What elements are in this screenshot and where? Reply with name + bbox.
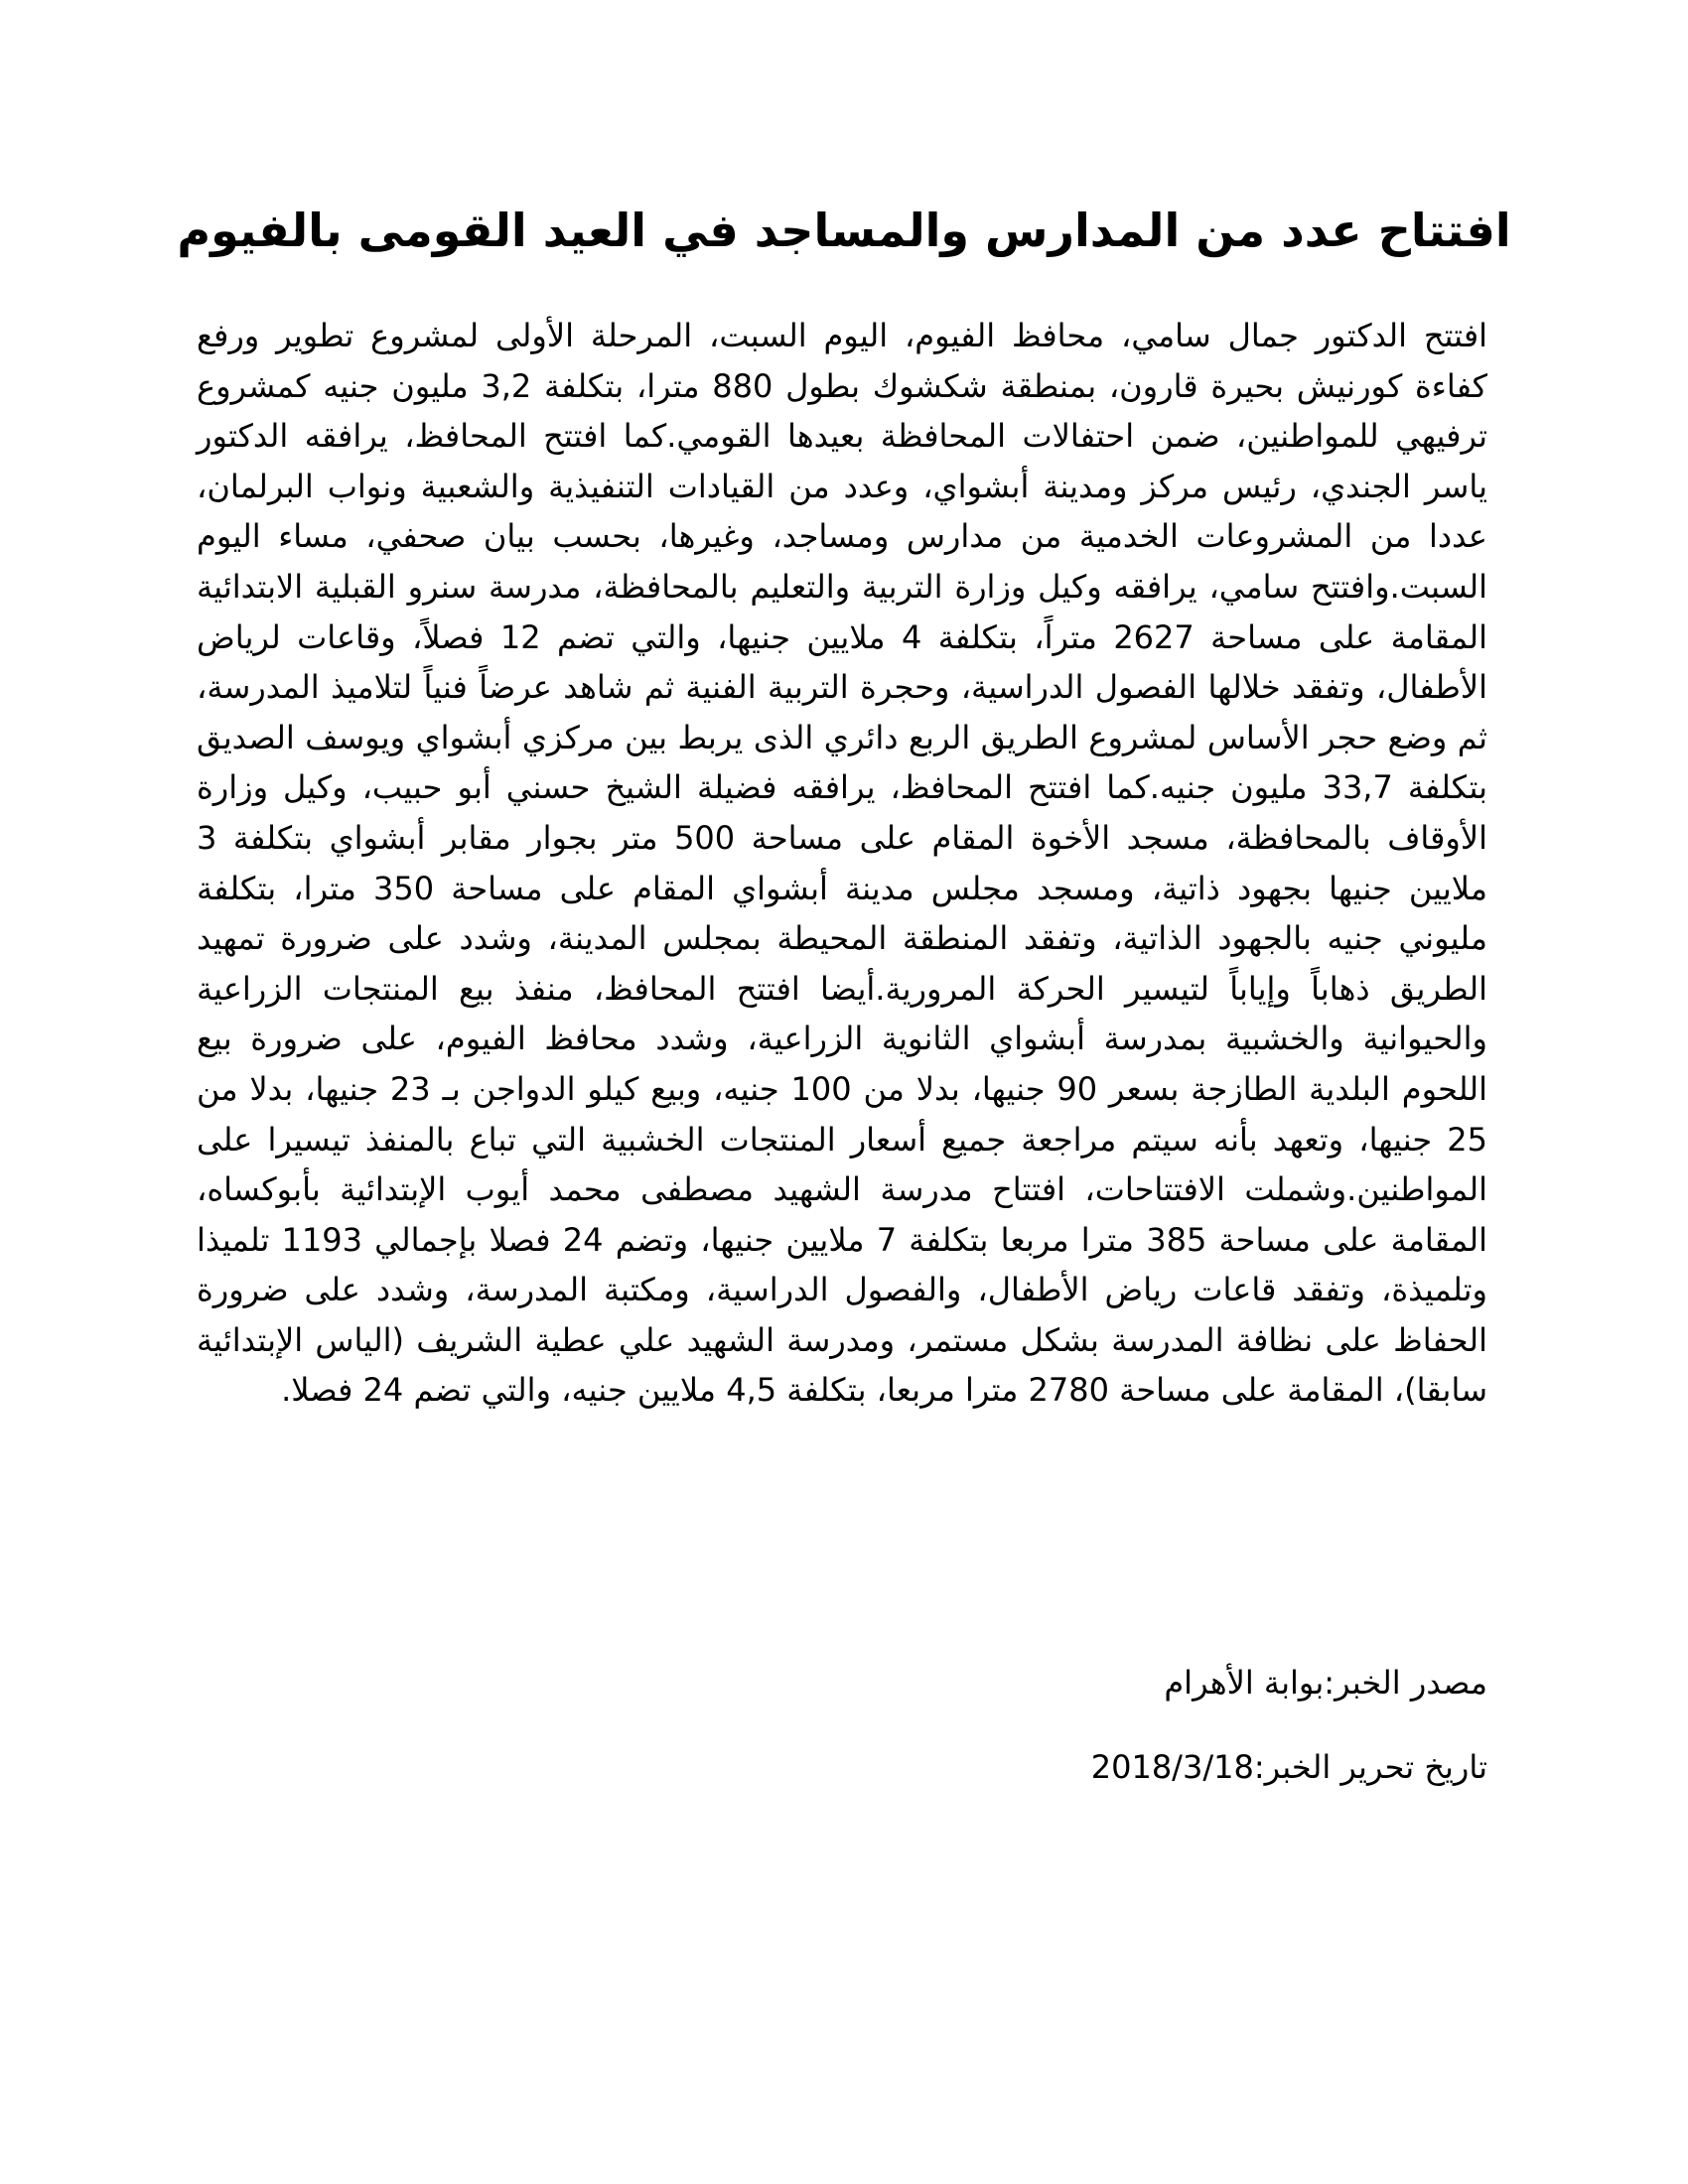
news-source-line: مصدر الخبر:بوابة الأهرام: [1164, 1664, 1487, 1702]
article-title: افتتاح عدد من المدارس والمساجد في العيد القومى بالفيوم: [177, 204, 1511, 257]
article-body: افتتح الدكتور جمال سامي، محافظ الفيوم، اليوم السبت، المرحلة الأولى لمشروع تطوير ورفع كفاءة كورنيش بحيرة قارون، بمنطقة شكشوك بطول 880 مترا، بتكلفة 3,2 مليون جنيه كمشروع ترفيهي للمواطنين، ضمن احتفالات المحافظة بعيدها القومي.كما افتتح المحافظ، يرافقه الدكتور ياسر الجندي، رئيس مركز ومدينة أبشواي، وعدد من القيادات التنفيذية والشعبية ونواب البرلمان، عددا من المشروعات الخدمية من مدارس ومساجد، وغيرها، بحسب بيان صحفي، مساء اليوم السبت.وافتتح سامي، يرافقه وكيل وزارة التربية والتعليم بالمحافظة، مدرسة سنرو القبلية الابتدائية المقامة على مساحة 2627 متراً، بتكلفة 4 ملايين جنيها، والتي تضم 12 فصلاً، وقاعات لرياض الأطفال، وتفقد خلالها الفصول الدراسية، وحجرة التربية الفنية ثم شاهد عرضاً فنياً لتلاميذ المدرسة، ثم وضع حجر الأساس لمشروع الطريق الربع دائري الذى يربط بين مركزي أبشواي ويوسف الصديق بتكلفة 33,7 مليون جنيه.كما افتتح المحافظ، يرافقه فضيلة الشيخ حسني أبو حبيب، وكيل وزارة الأوقاف بالمحافظة، مسجد الأخوة المقام على مساحة 500 متر بجوار مقابر أبشواي بتكلفة 3 ملايين جنيها بجهود ذاتية، ومسجد مجلس مدينة أبشواي المقام على مساحة 350 مترا، بتكلفة مليوني جنيه بالجهود الذاتية، وتفقد المنطقة المحيطة بمجلس المدينة، وشدد على ضرورة تمهيد الطريق ذهاباً وإياباً لتيسير الحركة المرورية.أيضا افتتح المحافظ، منفذ بيع المنتجات الزراعية والحيوانية والخشبية بمدرسة أبشواي الثانوية الزراعية، وشدد محافظ الفيوم، على ضرورة بيع اللحوم البلدية الطازجة بسعر 90 جنيها، بدلا من 100 جنيه، وبيع كيلو الدواجن بـ 23 جنيها، بدلا من 25 جنيها، وتعهد بأنه سيتم مراجعة جميع أسعار المنتجات الخشبية التي تباع بالمنفذ تيسيرا على المواطنين.وشملت الافتتاحات، افتتاح مدرسة الشهيد مصطفى محمد أيوب الإبتدائية بأبوكساه، المقامة على مساحة 385 مترا مربعا بتكلفة 7 ملايين جنيها، وتضم 24 فصلا بإجمالي 1193 تلميذا وتلميذة، وتفقد قاعات رياض الأطفال، والفصول الدراسية، ومكتبة المدرسة، وشدد على ضرورة الحفاظ على نظافة المدرسة بشكل مستمر، ومدرسة الشهيد علي عطية الشريف (الياس الإبتدائية سابقا)، المقامة على مساحة 2780 مترا مربعا، بتكلفة 4,5 ملايين جنيه، والتي تضم 24 فصلا.: [197, 317, 1488, 1410]
edit-date-line: تاريخ تحرير الخبر:2018/3/18: [1090, 1748, 1487, 1786]
